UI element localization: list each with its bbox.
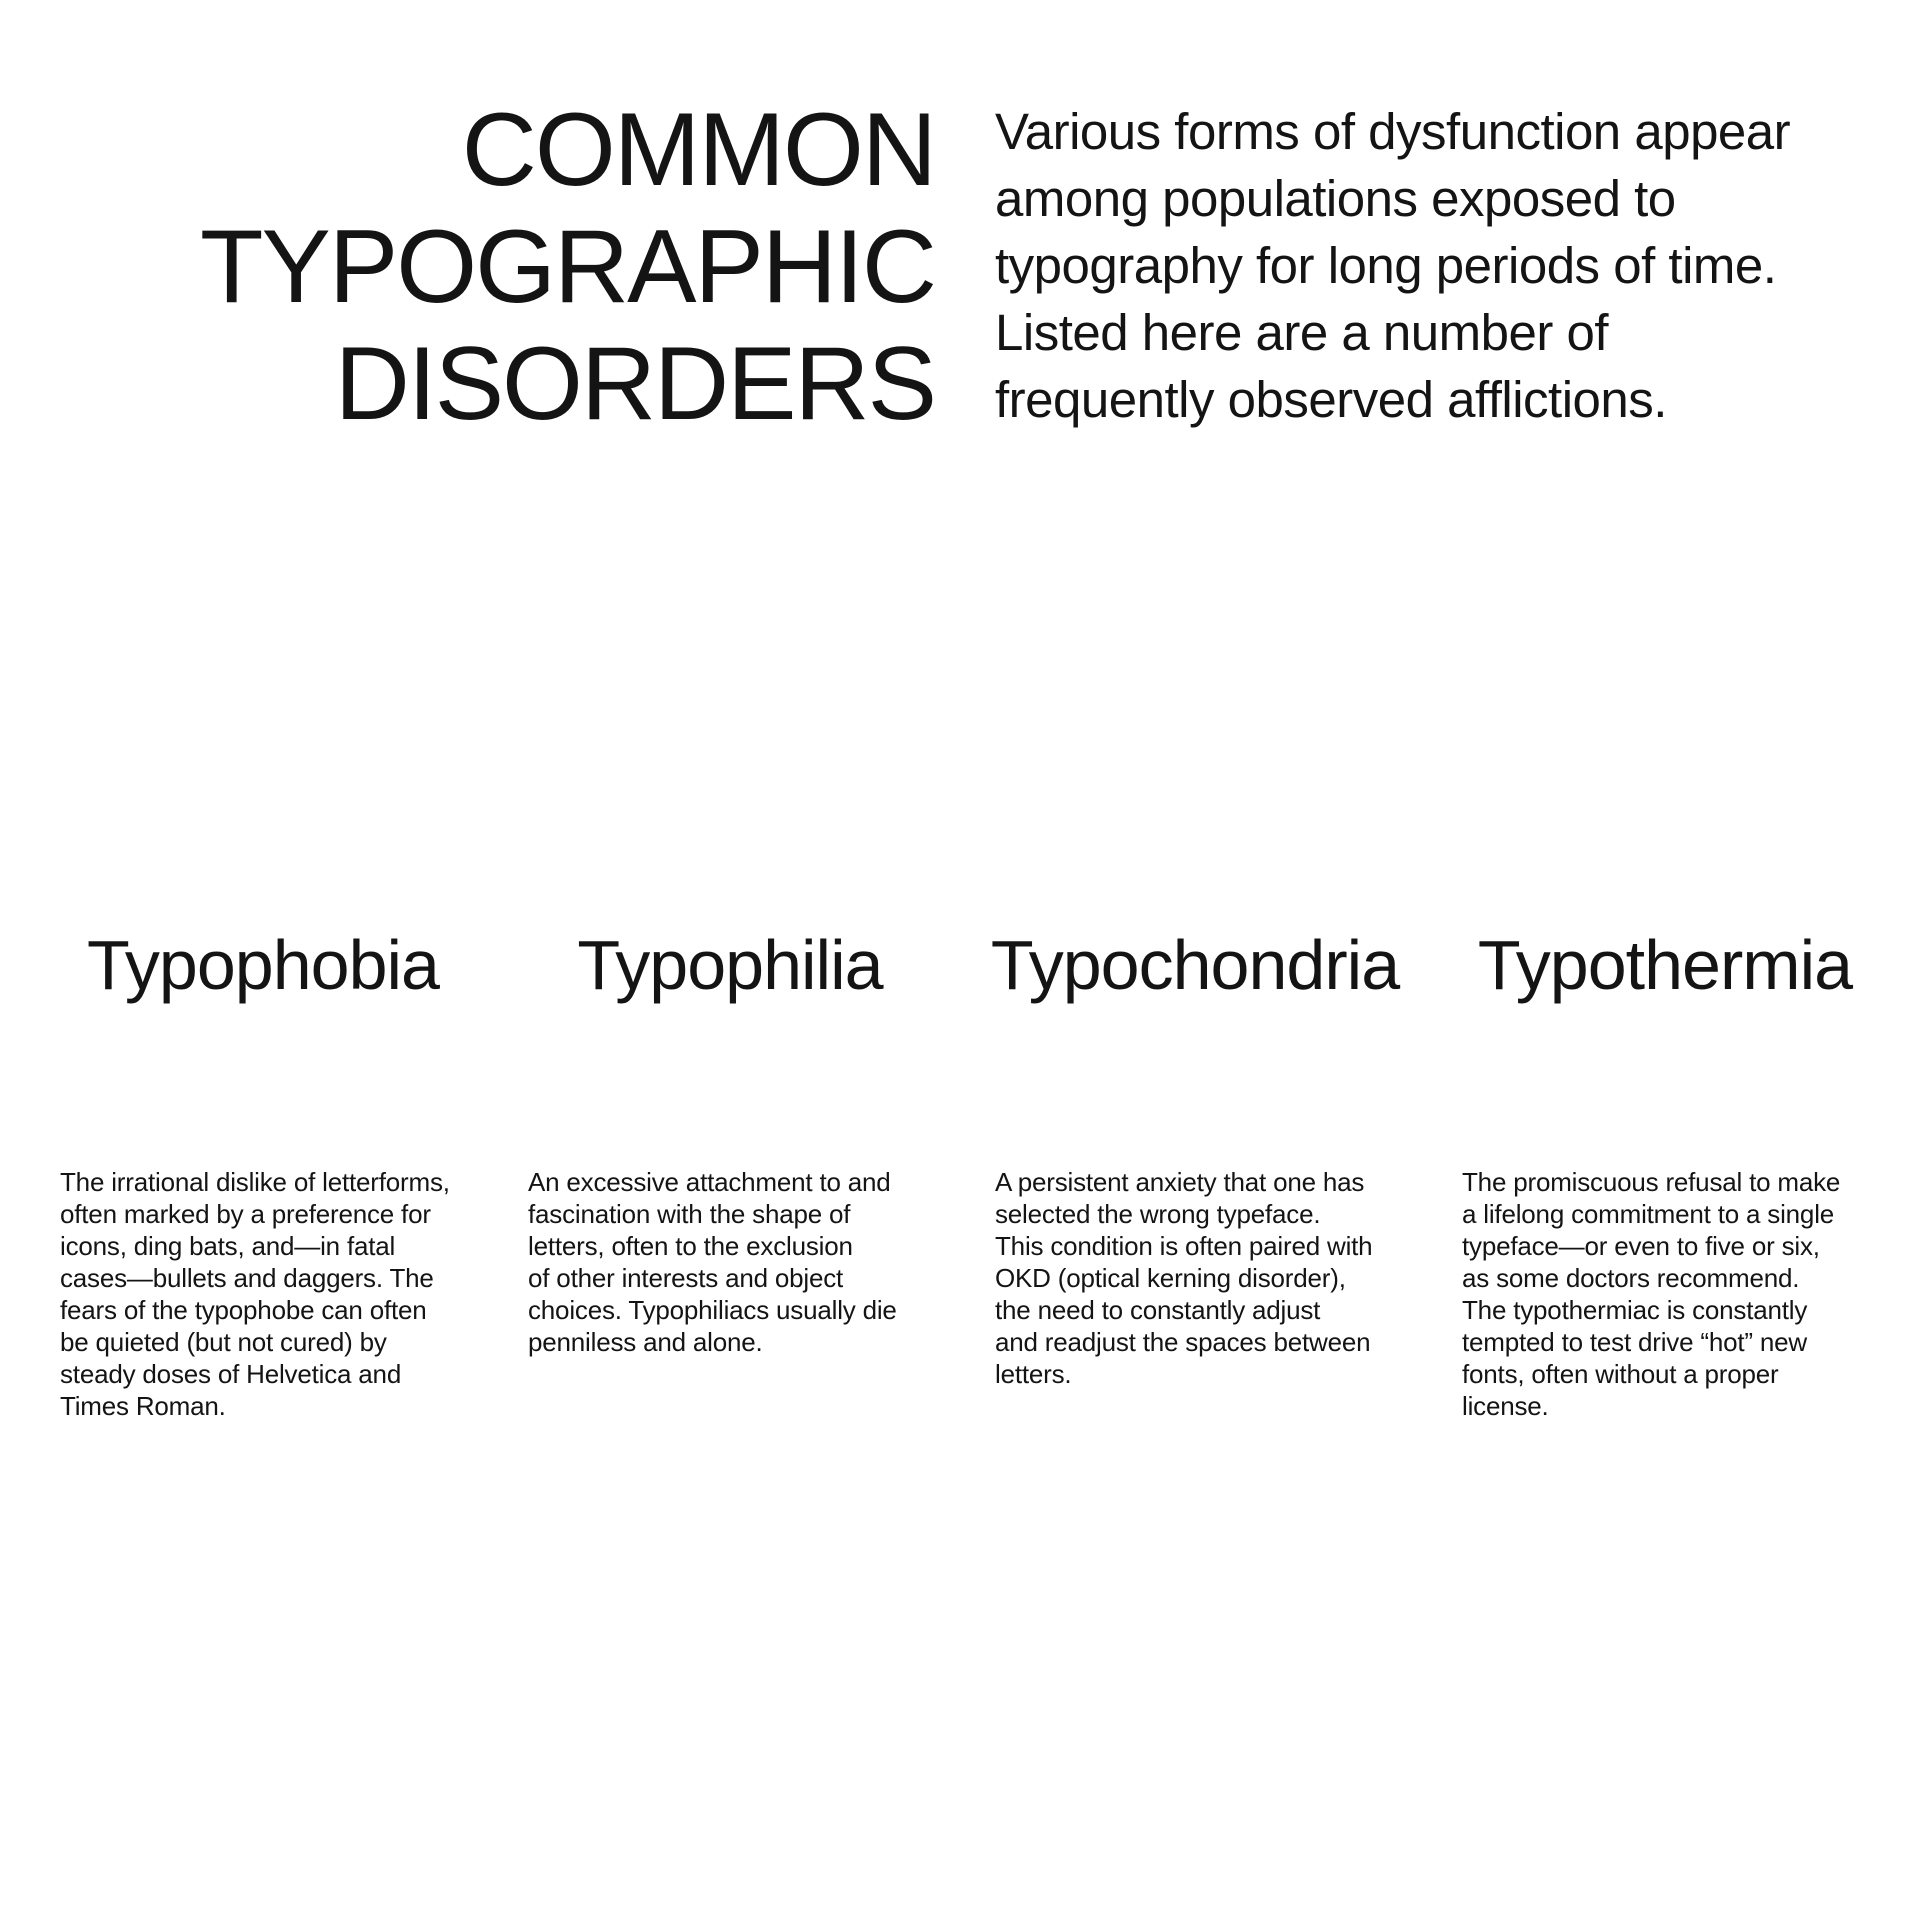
description-line: as some doctors recommend. bbox=[1462, 1263, 1800, 1293]
description-line: fascination with the shape of bbox=[528, 1199, 851, 1229]
description-line: the need to constantly adjust bbox=[995, 1295, 1321, 1325]
description-line: This condition is often paired with bbox=[995, 1231, 1373, 1261]
description-line: often marked by a preference for bbox=[60, 1199, 431, 1229]
disorder-title-typophobia: Typophobia bbox=[87, 926, 439, 1004]
description-line: typeface—or even to five or six, bbox=[1462, 1231, 1820, 1261]
description-line: license. bbox=[1462, 1391, 1549, 1421]
page-title-line: TYPOGRAPHIC bbox=[200, 209, 935, 325]
description-line: of other interests and object bbox=[528, 1263, 844, 1293]
description-line: letters, often to the exclusion bbox=[528, 1231, 853, 1261]
intro-line: Various forms of dysfunction appear bbox=[995, 103, 1791, 160]
intro-line: Listed here are a number of bbox=[995, 304, 1609, 361]
page-title-line: COMMON bbox=[461, 92, 935, 208]
intro-paragraph bbox=[995, 98, 1790, 433]
page-title-line: DISORDERS bbox=[334, 326, 935, 442]
disorder-description-typothermia bbox=[1462, 1166, 1840, 1422]
description-line: letters. bbox=[995, 1359, 1072, 1389]
description-line: fears of the typophobe can often bbox=[60, 1295, 427, 1325]
description-line: penniless and alone. bbox=[528, 1327, 763, 1357]
description-line: The irrational dislike of letterforms, bbox=[60, 1167, 450, 1197]
disorder-title-typothermia: Typothermia bbox=[1477, 926, 1853, 1004]
description-line: OKD (optical kerning disorder), bbox=[995, 1263, 1346, 1293]
intro-line: frequently observed afflictions. bbox=[995, 371, 1667, 428]
description-line: and readjust the spaces between bbox=[995, 1327, 1371, 1357]
description-line: A persistent anxiety that one has bbox=[995, 1167, 1365, 1197]
disorder-description-typophilia bbox=[528, 1166, 897, 1358]
description-line: icons, ding bats, and—in fatal bbox=[60, 1231, 396, 1261]
intro-line: among populations exposed to bbox=[995, 170, 1676, 227]
intro-line: typography for long periods of time. bbox=[995, 237, 1777, 294]
description-line: tempted to test drive “hot” new bbox=[1462, 1327, 1807, 1357]
description-line: steady doses of Helvetica and bbox=[60, 1359, 402, 1389]
description-line: The typothermiac is constantly bbox=[1462, 1295, 1808, 1325]
description-line: cases—bullets and daggers. The bbox=[60, 1263, 434, 1293]
description-line: a lifelong commitment to a single bbox=[1462, 1199, 1835, 1229]
description-line: The promiscuous refusal to make bbox=[1462, 1167, 1841, 1197]
description-line: choices. Typophiliacs usually die bbox=[528, 1295, 897, 1325]
description-line: An excessive attachment to and bbox=[528, 1167, 891, 1197]
description-line: selected the wrong typeface. bbox=[995, 1199, 1321, 1229]
disorder-description-typophobia bbox=[60, 1166, 450, 1422]
description-line: Times Roman. bbox=[60, 1391, 226, 1421]
page-title bbox=[200, 92, 935, 443]
disorder-description-typochondria bbox=[995, 1166, 1372, 1390]
disorder-title-typophilia: Typophilia bbox=[577, 926, 883, 1004]
disorder-title-typochondria: Typochondria bbox=[990, 926, 1400, 1004]
description-line: fonts, often without a proper bbox=[1462, 1359, 1779, 1389]
description-line: be quieted (but not cured) by bbox=[60, 1327, 387, 1357]
